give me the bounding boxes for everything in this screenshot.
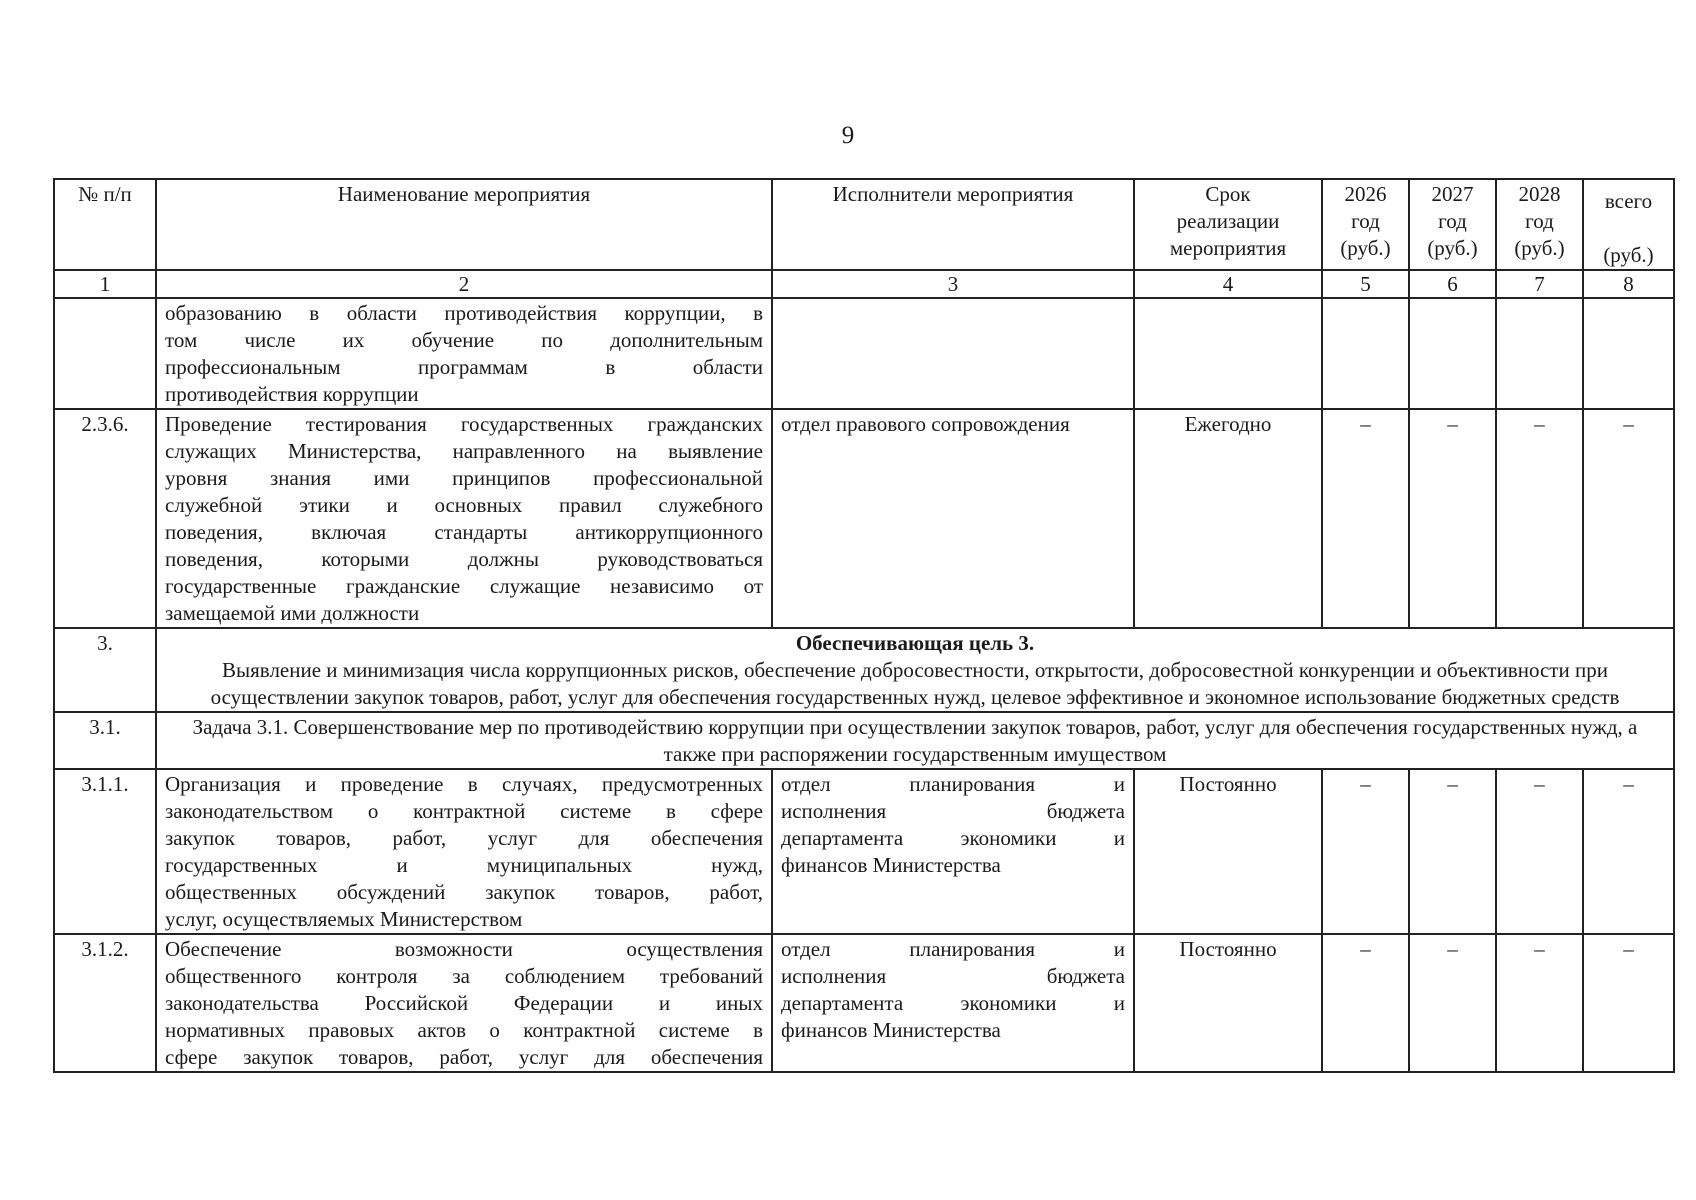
term: Постоянно	[1134, 934, 1322, 1072]
measure-name-line: государственных и муниципальных нужд,	[165, 853, 763, 877]
measure-name-line: профессиональным программам в области	[165, 355, 763, 379]
goal-text: Выявление и минимизация числа коррупционных рисков, обеспечение добросовестности, открытости, добросовестной конкуренции и объективности при осуществлении закупок товаров, работ, услуг для обеспечения государственных нужд, целевое эффективное и экономное использование бюджетных средств	[210, 658, 1620, 709]
measure-name-line: общественного контроля за соблюдением требований	[165, 964, 763, 988]
measure-name-line: закупок товаров, работ, услуг для обеспечения	[165, 826, 763, 850]
measure-name-line: общественных обсуждений закупок товаров, работ,	[165, 880, 763, 904]
measure-name-line: противодействия коррупции	[165, 382, 419, 406]
value-2027: –	[1409, 409, 1496, 628]
executor-line: финансов Министерства	[781, 1018, 1001, 1042]
value-2026: –	[1322, 769, 1409, 934]
measure-name	[156, 934, 772, 1072]
measure-name-line: законодательством о контрактной системе в сфере	[165, 799, 763, 823]
column-number: 5	[1322, 270, 1409, 298]
executors	[772, 769, 1134, 934]
column-number: 6	[1409, 270, 1496, 298]
value-total: –	[1583, 934, 1674, 1072]
header-term-line: реализации	[1176, 209, 1280, 233]
measure-name-line: замещаемой ими должности	[165, 601, 420, 625]
table-header-row	[54, 179, 1674, 270]
measure-name-line: сфере закупок товаров, работ, услуг для обеспечения	[165, 1045, 763, 1069]
goal-title: Обеспечивающая цель 3.	[795, 631, 1035, 655]
measure-name-line: том числе их обучение по дополнительным	[165, 328, 763, 352]
header-executors: Исполнители мероприятия	[772, 179, 1134, 270]
header-2028-line: год	[1525, 209, 1554, 233]
row-number: 3.1.2.	[54, 934, 156, 1072]
value-2028: –	[1496, 769, 1583, 934]
row-number: 3.1.1.	[54, 769, 156, 934]
measure-name-line: поведения, которыми должны руководствоваться	[165, 547, 763, 571]
value-2026: –	[1322, 409, 1409, 628]
executor-line: департамента экономики и	[781, 991, 1125, 1015]
header-2027-line: 2027	[1431, 182, 1474, 206]
table-row-3-1-2	[54, 934, 1674, 1072]
column-number: 2	[156, 270, 772, 298]
term: Ежегодно	[1134, 409, 1322, 628]
term	[1134, 298, 1322, 409]
header-2028-line: 2028	[1518, 182, 1561, 206]
executor-line: финансов Министерства	[781, 853, 1001, 877]
measure-name-line: Обеспечение возможности осуществления	[165, 937, 763, 961]
header-total	[1583, 179, 1674, 270]
value-total: –	[1583, 769, 1674, 934]
measure-name-line: служебной этики и основных правил служебного	[165, 493, 763, 517]
measure-name-line: образованию в области противодействия коррупции, в	[165, 301, 763, 325]
header-2028	[1496, 179, 1583, 270]
header-term-line: Срок	[1205, 182, 1251, 206]
measure-name-line: поведения, включая стандарты антикоррупционного	[165, 520, 763, 544]
measure-name-line: Проведение тестирования государственных гражданских	[165, 412, 763, 436]
value-2027: –	[1409, 934, 1496, 1072]
measure-name-line: нормативных правовых актов о контрактной системе в	[165, 1018, 763, 1042]
value-2028: –	[1496, 934, 1583, 1072]
column-number: 8	[1583, 270, 1674, 298]
page-number: 9	[841, 122, 855, 149]
value-2027: –	[1409, 769, 1496, 934]
header-2027-line: (руб.)	[1427, 236, 1478, 260]
value-2028: –	[1496, 409, 1583, 628]
header-2026	[1322, 179, 1409, 270]
value-2028	[1496, 298, 1583, 409]
column-number: 3	[772, 270, 1134, 298]
row-number: 2.3.6.	[54, 409, 156, 628]
measure-name-line: государственные гражданские служащие независимо от	[165, 574, 763, 598]
header-number: № п/п	[54, 179, 156, 270]
executors	[772, 934, 1134, 1072]
row-number: 3.1.	[54, 712, 156, 769]
header-2026-line: (руб.)	[1340, 236, 1391, 260]
column-number: 1	[54, 270, 156, 298]
executor-line: исполнения бюджета	[781, 964, 1125, 988]
header-2028-line: (руб.)	[1514, 236, 1565, 260]
measure-name-line: Организация и проведение в случаях, предусмотренных	[165, 772, 763, 796]
header-measure-name: Наименование мероприятия	[156, 179, 772, 270]
row-number	[54, 298, 156, 409]
header-total-line: (руб.)	[1603, 243, 1654, 267]
measures-table	[53, 178, 1675, 1073]
executor-line: отдел планирования и	[781, 772, 1125, 796]
header-2027	[1409, 179, 1496, 270]
goal-cell	[156, 628, 1674, 712]
measure-name-line: уровня знания ими принципов профессиональной	[165, 466, 763, 490]
term: Постоянно	[1134, 769, 1322, 934]
header-2027-line: год	[1438, 209, 1467, 233]
measure-name-line: услуг, осуществляемых Министерством	[165, 907, 523, 931]
measure-name	[156, 298, 772, 409]
value-2027	[1409, 298, 1496, 409]
header-total-line: всего	[1604, 189, 1653, 213]
value-total	[1583, 298, 1674, 409]
value-2026	[1322, 298, 1409, 409]
measure-name	[156, 409, 772, 628]
executor-line: департамента экономики и	[781, 826, 1125, 850]
table-row-task-3-1	[54, 712, 1674, 769]
value-total: –	[1583, 409, 1674, 628]
executors: отдел правового сопровождения	[772, 409, 1134, 628]
row-number: 3.	[54, 628, 156, 712]
column-number-row	[54, 270, 1674, 298]
table-row-goal-3	[54, 628, 1674, 712]
header-term	[1134, 179, 1322, 270]
measure-name-line: законодательства Российской Федерации и иных	[165, 991, 763, 1015]
column-number: 4	[1134, 270, 1322, 298]
table-row-3-1-1	[54, 769, 1674, 934]
header-2026-line: 2026	[1344, 182, 1387, 206]
executor-line: отдел планирования и	[781, 937, 1125, 961]
measure-name-line: служащих Министерства, направленного на выявление	[165, 439, 763, 463]
executors	[772, 298, 1134, 409]
column-number: 7	[1496, 270, 1583, 298]
header-2026-line: год	[1351, 209, 1380, 233]
value-2026: –	[1322, 934, 1409, 1072]
table-row-2-3-6	[54, 409, 1674, 628]
table-row-continuation	[54, 298, 1674, 409]
executor-line: исполнения бюджета	[781, 799, 1125, 823]
measure-name	[156, 769, 772, 934]
header-term-line: мероприятия	[1169, 236, 1287, 260]
task-text: Задача 3.1. Совершенствование мер по противодействию коррупции при осуществлении закупок товаров, работ, услуг для обеспечения государственных нужд, а также при распоряжении государственным имуществом	[156, 712, 1674, 769]
